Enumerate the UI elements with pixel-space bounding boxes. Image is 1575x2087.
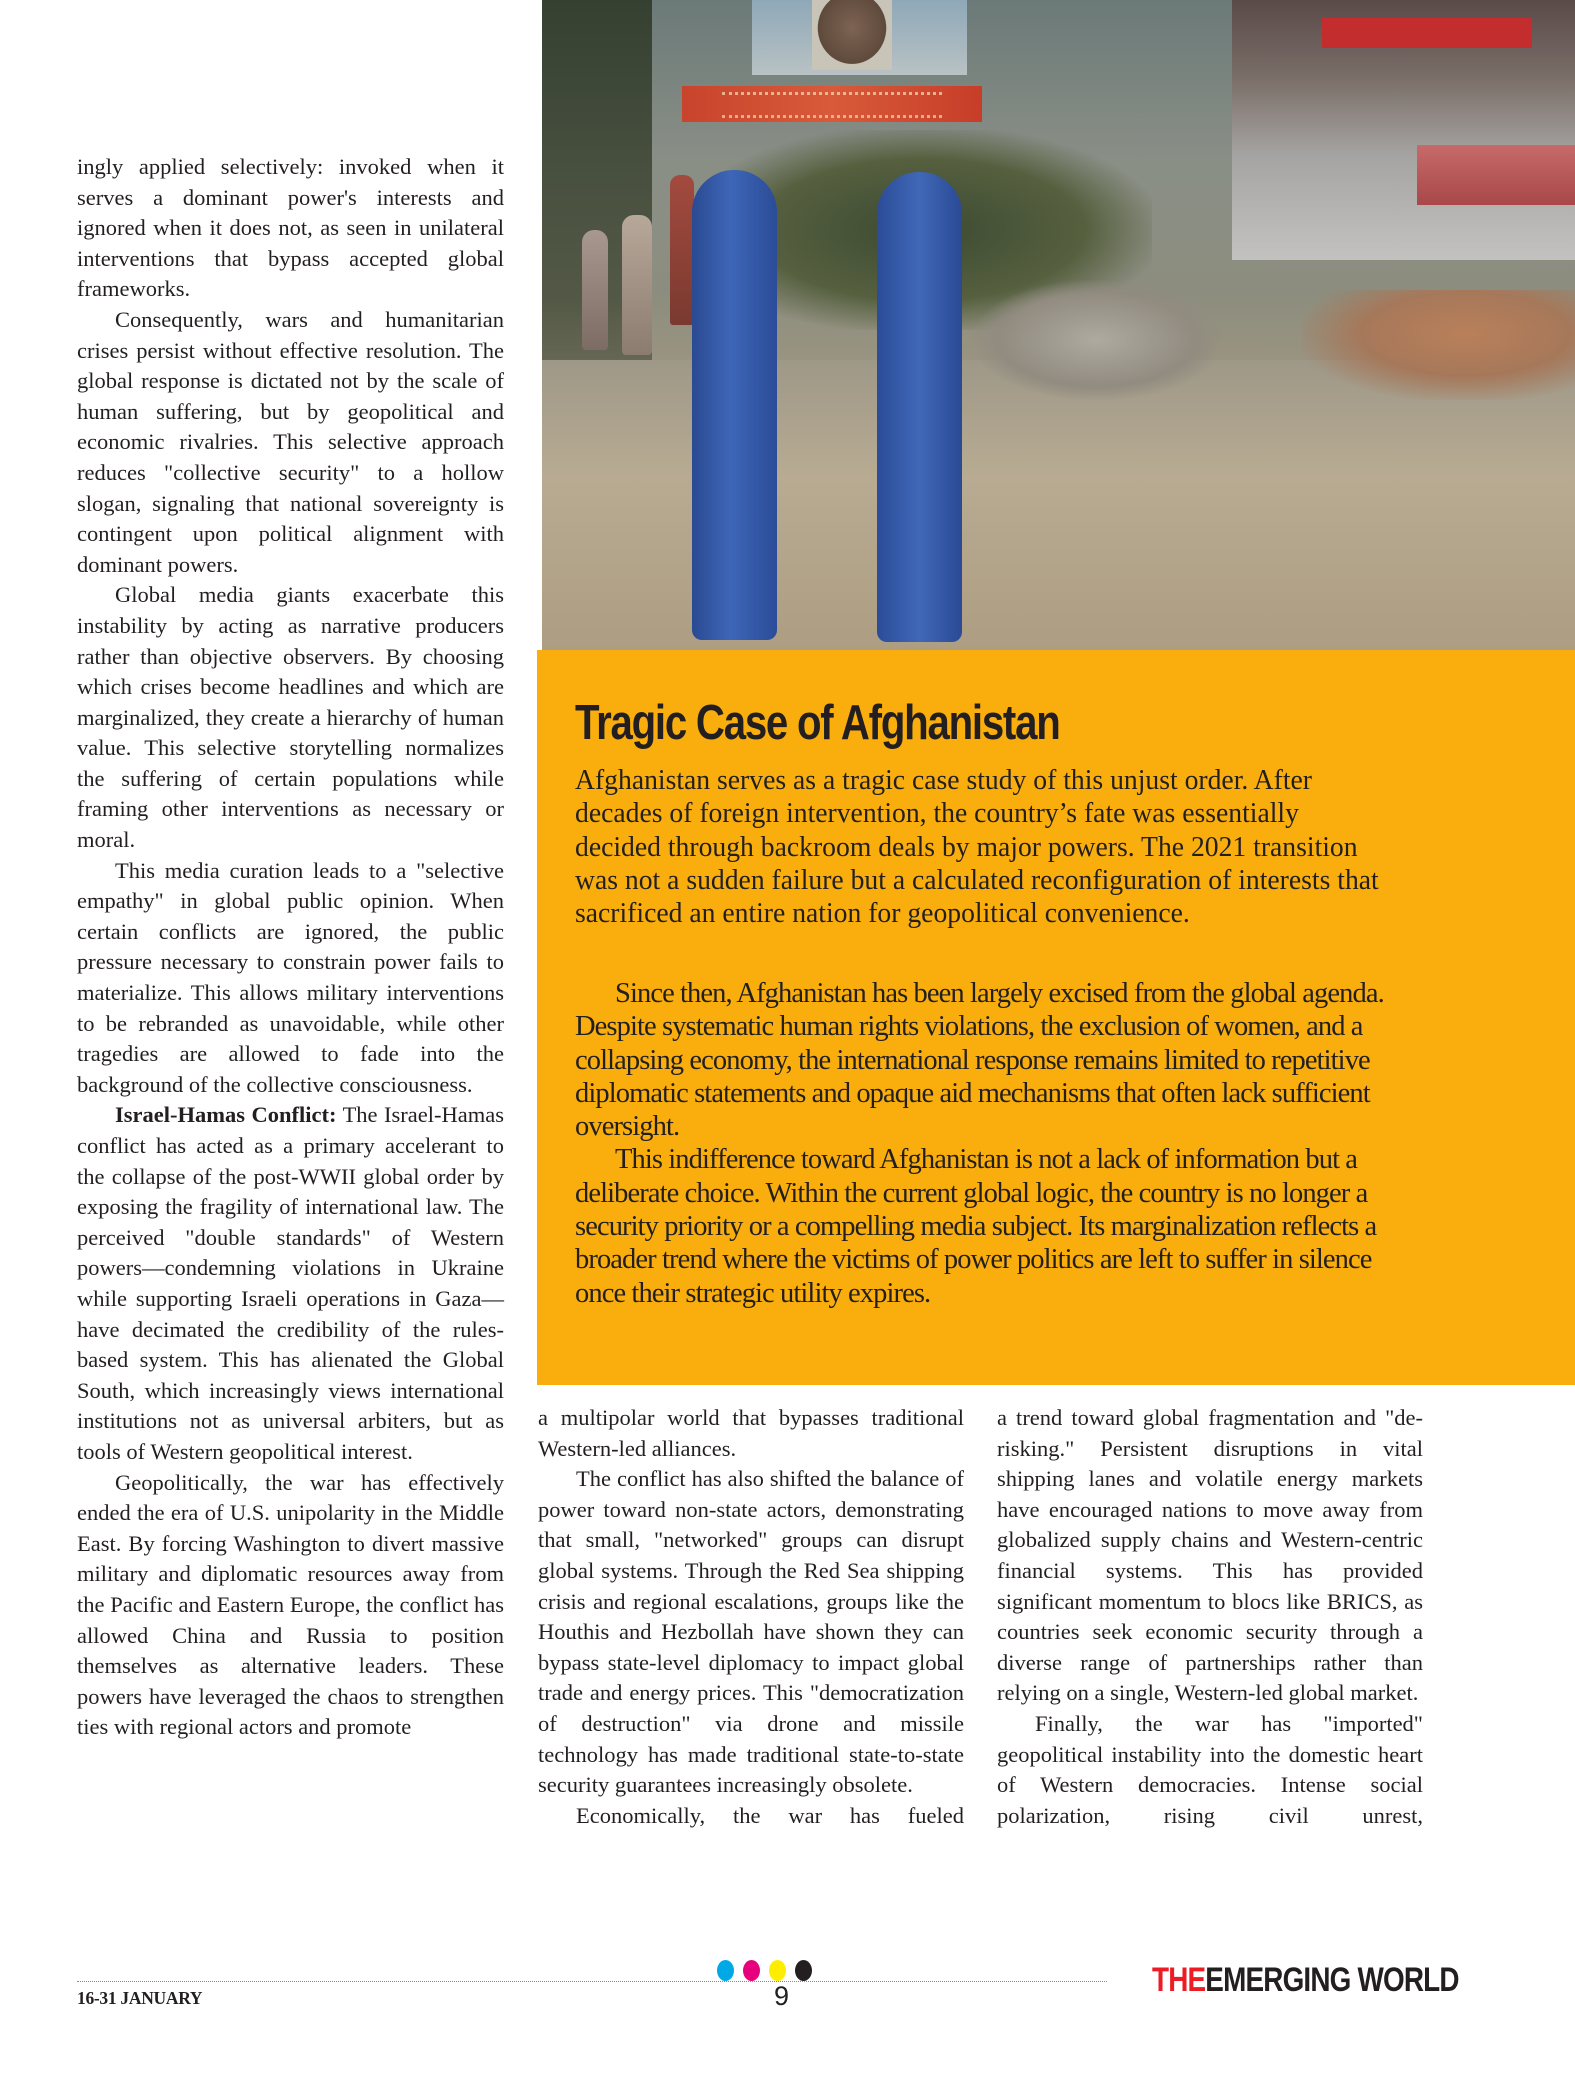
registration-dot-cyan-icon	[717, 1960, 734, 1981]
footer-dotted-rule	[77, 1981, 1107, 1982]
registration-dot-magenta-icon	[743, 1960, 760, 1981]
brand-logo-the: THE	[1152, 1961, 1206, 1999]
sidebar-title: Tragic Case of Afghanistan	[575, 696, 1060, 750]
photo-woman-burqa	[877, 172, 962, 642]
hero-photo-afghan-women-burqas	[542, 0, 1575, 652]
paragraph-israel-hamas	[77, 1100, 504, 1467]
paragraph: a multipolar world that bypasses traditional Western-led alliances.	[538, 1405, 964, 1461]
paragraph: Consequently, wars and humanitarian crises persist without effective resolution. The global response is dictated not by the scale of human suffering, but by geopolitical and economic rivalries. This selective approach reduces "collective security" to a hollow slogan, signaling that national sovereignty is contingent upon political alignment with dominant powers.	[77, 306, 504, 577]
sidebar-intro: Afghanistan serves as a tragic case study of this unjust order. After decades of foreign intervention, the country’s fate was essentially decided through backroom deals by major powers. The 2021 transition was not a sudden failure but a calculated reconfiguration of interests that sacrificed an entire nation for geopolitical convenience.	[575, 765, 1379, 930]
photo-woman-burqa	[692, 170, 777, 640]
sidebar-paragraph: This indifference toward Afghanistan is not a lack of information but a deliberate choice. Within the current global logic, the country is no longer a security priority or a compelling media subject. Its marginalization reflects a broader trend where the victims of power politics are left to suffer in silence once their strategic utility expires.	[575, 1144, 1377, 1309]
sidebar-box-afghanistan	[537, 650, 1575, 1385]
article-column-left	[77, 152, 504, 1743]
paragraph-text: The Israel-Hamas conflict has acted as a primary accelerant to the collapse of the post-WWII global order by exposing the fragility of international law. The perceived "double standards" of Western powers—condemning violations in Ukraine while supporting Israeli operations in Gaza—have decimated the credibility of the rules-based system. This has alienated the Global South, which increasingly views international institutions not as universal arbiters, but as tools of Western geopolitical interest.	[77, 1102, 504, 1464]
registration-dot-yellow-icon	[769, 1960, 786, 1981]
subhead-israel-hamas-conflict: Israel-Hamas Conflict:	[115, 1102, 337, 1128]
photo-banner-script	[722, 92, 942, 118]
photo-dirt-mound	[1302, 290, 1575, 400]
photo-shop-awning	[1417, 145, 1575, 205]
page-number: 9	[774, 1981, 790, 2011]
registration-dot-black-icon	[795, 1960, 812, 1981]
article-column-middle	[538, 1403, 964, 1831]
issue-date: 16-31 JANUARY	[77, 1988, 203, 2008]
sidebar-body	[575, 977, 1415, 1310]
photo-poster-face	[812, 0, 892, 70]
paragraph: Economically, the war has fueled	[576, 1802, 964, 1828]
photo-awning	[1322, 18, 1532, 48]
photo-person	[582, 230, 608, 350]
paragraph: Geopolitically, the war has effectively ended the era of U.S. unipolarity in the Middle East. By forcing Washington to divert massive military and diplomatic resources away from the Pacific and Eastern Europe, the conflict has allowed China and Russia to position themselves as alternative leaders. These powers have leveraged the chaos to strengthen ties with regional actors and promote	[77, 1469, 504, 1740]
brand-logo	[1152, 1960, 1459, 2000]
paragraph: Finally, the war has "imported" geopolitical instability into the domestic heart of Western democracies. Intense social polarization, rising civil unrest,	[997, 1710, 1423, 1828]
paragraph: Global media giants exacerbate this instability by acting as narrative producers rather than objective observers. By choosing which crises become headlines and which are marginalized, they create a hierarchy of human value. This selective storytelling normalizes the suffering of certain populations while framing other interventions as necessary or moral.	[77, 582, 504, 853]
paragraph: ingly applied selectively: invoked when it serves a dominant power's interests and ignored when it does not, as seen in unilateral interventions that bypass accepted global frameworks.	[77, 154, 504, 302]
paragraph: a trend toward global fragmentation and "de-risking." Persistent disruptions in vital shipping lanes and volatile energy markets have encouraged nations to move away from globalized supply chains and Western-centric financial systems. This has provided significant momentum to blocs like BRICS, as countries seek economic security through a diverse range of partnerships rather than relying on a single, Western-led global market.	[997, 1405, 1423, 1706]
article-column-right	[997, 1403, 1423, 1831]
photo-person	[622, 215, 652, 355]
brand-logo-name: EMERGING WORLD	[1205, 1961, 1459, 1999]
sidebar-paragraph: Since then, Afghanistan has been largely excised from the global agenda. Despite systematic human rights violations, the exclusion of women, and a collapsing economy, the international response remains limited to repetitive diplomatic statements and opaque aid mechanisms that often lack sufficient oversight.	[575, 978, 1384, 1143]
paragraph: This media curation leads to a "selective empathy" in global public opinion. When certain conflicts are ignored, the public pressure necessary to constrain power fails to materialize. This allows military interventions to be rebranded as unavoidable, while other tragedies are allowed to fade into the background of the collective consciousness.	[77, 857, 504, 1097]
photo-rocks	[972, 280, 1222, 400]
photo-person	[670, 175, 694, 325]
paragraph: The conflict has also shifted the balance of power toward non-state actors, demonstrating that small, "networked" groups can disrupt global systems. Through the Red Sea shipping crisis and regional escalations, groups like the Houthis and Hezbollah have shown they can bypass state-level diplomacy to impact global trade and energy prices. This "democratization of destruction" via drone and missile technology has made traditional state-to-state security guarantees increasingly obsolete.	[538, 1466, 964, 1798]
